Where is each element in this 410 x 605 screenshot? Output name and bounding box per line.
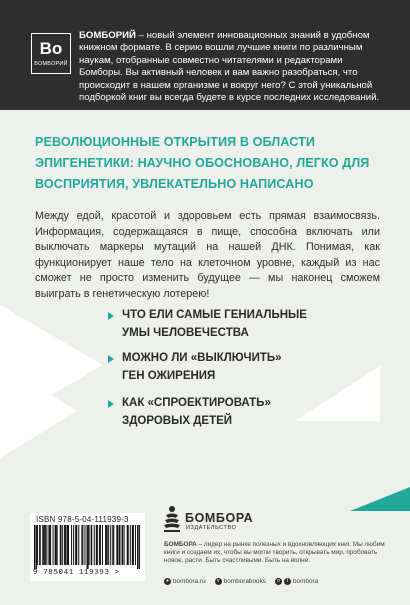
social-link-1[interactable]: [215, 578, 266, 585]
telegram-icon: t: [284, 578, 291, 585]
bullet-item: [122, 395, 372, 430]
bullet-item: [122, 350, 372, 385]
social-link-1-text: bomborabooks: [223, 577, 266, 585]
bullet-arrow-icon: [108, 355, 114, 363]
body-paragraph: Между едой, красотой и здоровьем есть прямая взаимосвязь. Информация, содержащаяся в пище, способна включать или выключать маркеры мутаций на нашей ДНК. Понимая, как функционирует наше тело на клеточном уровне, каждый из нас сможет не просто изменить будущее — мы наконец сможем выиграть в генетическую лотерею!: [35, 210, 380, 300]
barcode-digits: 9 785041 119393 >: [33, 569, 120, 577]
social-link-2[interactable]: [275, 578, 318, 585]
intro-brand: БОМБОРИЙ: [79, 30, 136, 41]
bullet-line: КАК «СПРОЕКТИРОВАТЬ»: [122, 397, 271, 409]
publisher-desc-text: – лидер на рынке полезных и вдохновляющих книг. Мы любим книги и создаем их, чтобы вы могли творить, открывать мир, пробовать новое, расти. Быть счастливыми. Быть на волне.: [164, 541, 385, 565]
white-triangle-decoration: [0, 364, 77, 458]
intro-text: – новый элемент инновационных знаний в удобном книжном формате. В серию вошли лучшие книги по различным наукам, отобранные совместно читателями и редакторами Бомборы. Вы активный человек и вам важно разобраться, что происходит в нашем организме и вокруг него? С этой уникальной подборкой книг вы всегда будете в курсе последних исследований.: [79, 30, 380, 104]
bombora-logo-icon: [163, 505, 181, 533]
logo-sub-text: БОМБОРИЙ: [34, 61, 68, 67]
barcode-icon: [34, 525, 141, 569]
vk-icon: v: [215, 578, 222, 585]
logo-main-text: Bo: [39, 39, 63, 58]
headline: РЕВОЛЮЦИОННЫЕ ОТКРЫТИЯ В ОБЛАСТИ ЭПИГЕНЕТИКИ: НАУЧНО ОБОСНОВАНО, ЛЕГКО ДЛЯ ВОСПРИЯТИЯ, УВЛЕКАТЕЛЬНО НАПИСАНО: [35, 135, 370, 191]
bullet-line: УМЫ ЧЕЛОВЕЧЕСТВА: [122, 326, 249, 339]
bullet-arrow-icon: [108, 400, 114, 408]
publisher-name: БОМБОРА: [185, 511, 254, 525]
isbn-text: ISBN 978-5-04-111939-3: [36, 515, 129, 524]
publisher-sub: ИЗДАТЕЛЬСТВО: [186, 525, 237, 531]
instagram-icon: o: [275, 578, 282, 585]
bullet-item: [122, 307, 372, 342]
social-link-2-text: bombora: [292, 577, 319, 585]
globe-icon: ●: [165, 577, 170, 584]
top-banner: [0, 0, 410, 110]
publisher-links: [164, 575, 394, 587]
bullet-line: ЧТО ЕЛИ САМЫЕ ГЕНИАЛЬНЫЕ: [122, 309, 307, 321]
site-link-text: bombora.ru: [173, 577, 206, 585]
series-intro: [79, 30, 384, 104]
site-link[interactable]: [164, 578, 206, 585]
bullet-line: ЗДОРОВЫХ ДЕТЕЙ: [122, 414, 233, 427]
bullet-line: ГЕН ОЖИРЕНИЯ: [122, 369, 216, 382]
bullet-arrow-icon: [108, 312, 114, 320]
bullet-line: МОЖНО ЛИ «ВЫКЛЮЧИТЬ»: [122, 352, 282, 364]
green-triangle-decoration: [350, 487, 410, 511]
barcode-block: [30, 513, 145, 581]
bombory-logo: [31, 33, 71, 74]
publisher-desc-brand: БОМБОРА: [164, 541, 197, 548]
publisher-description: [164, 541, 389, 566]
